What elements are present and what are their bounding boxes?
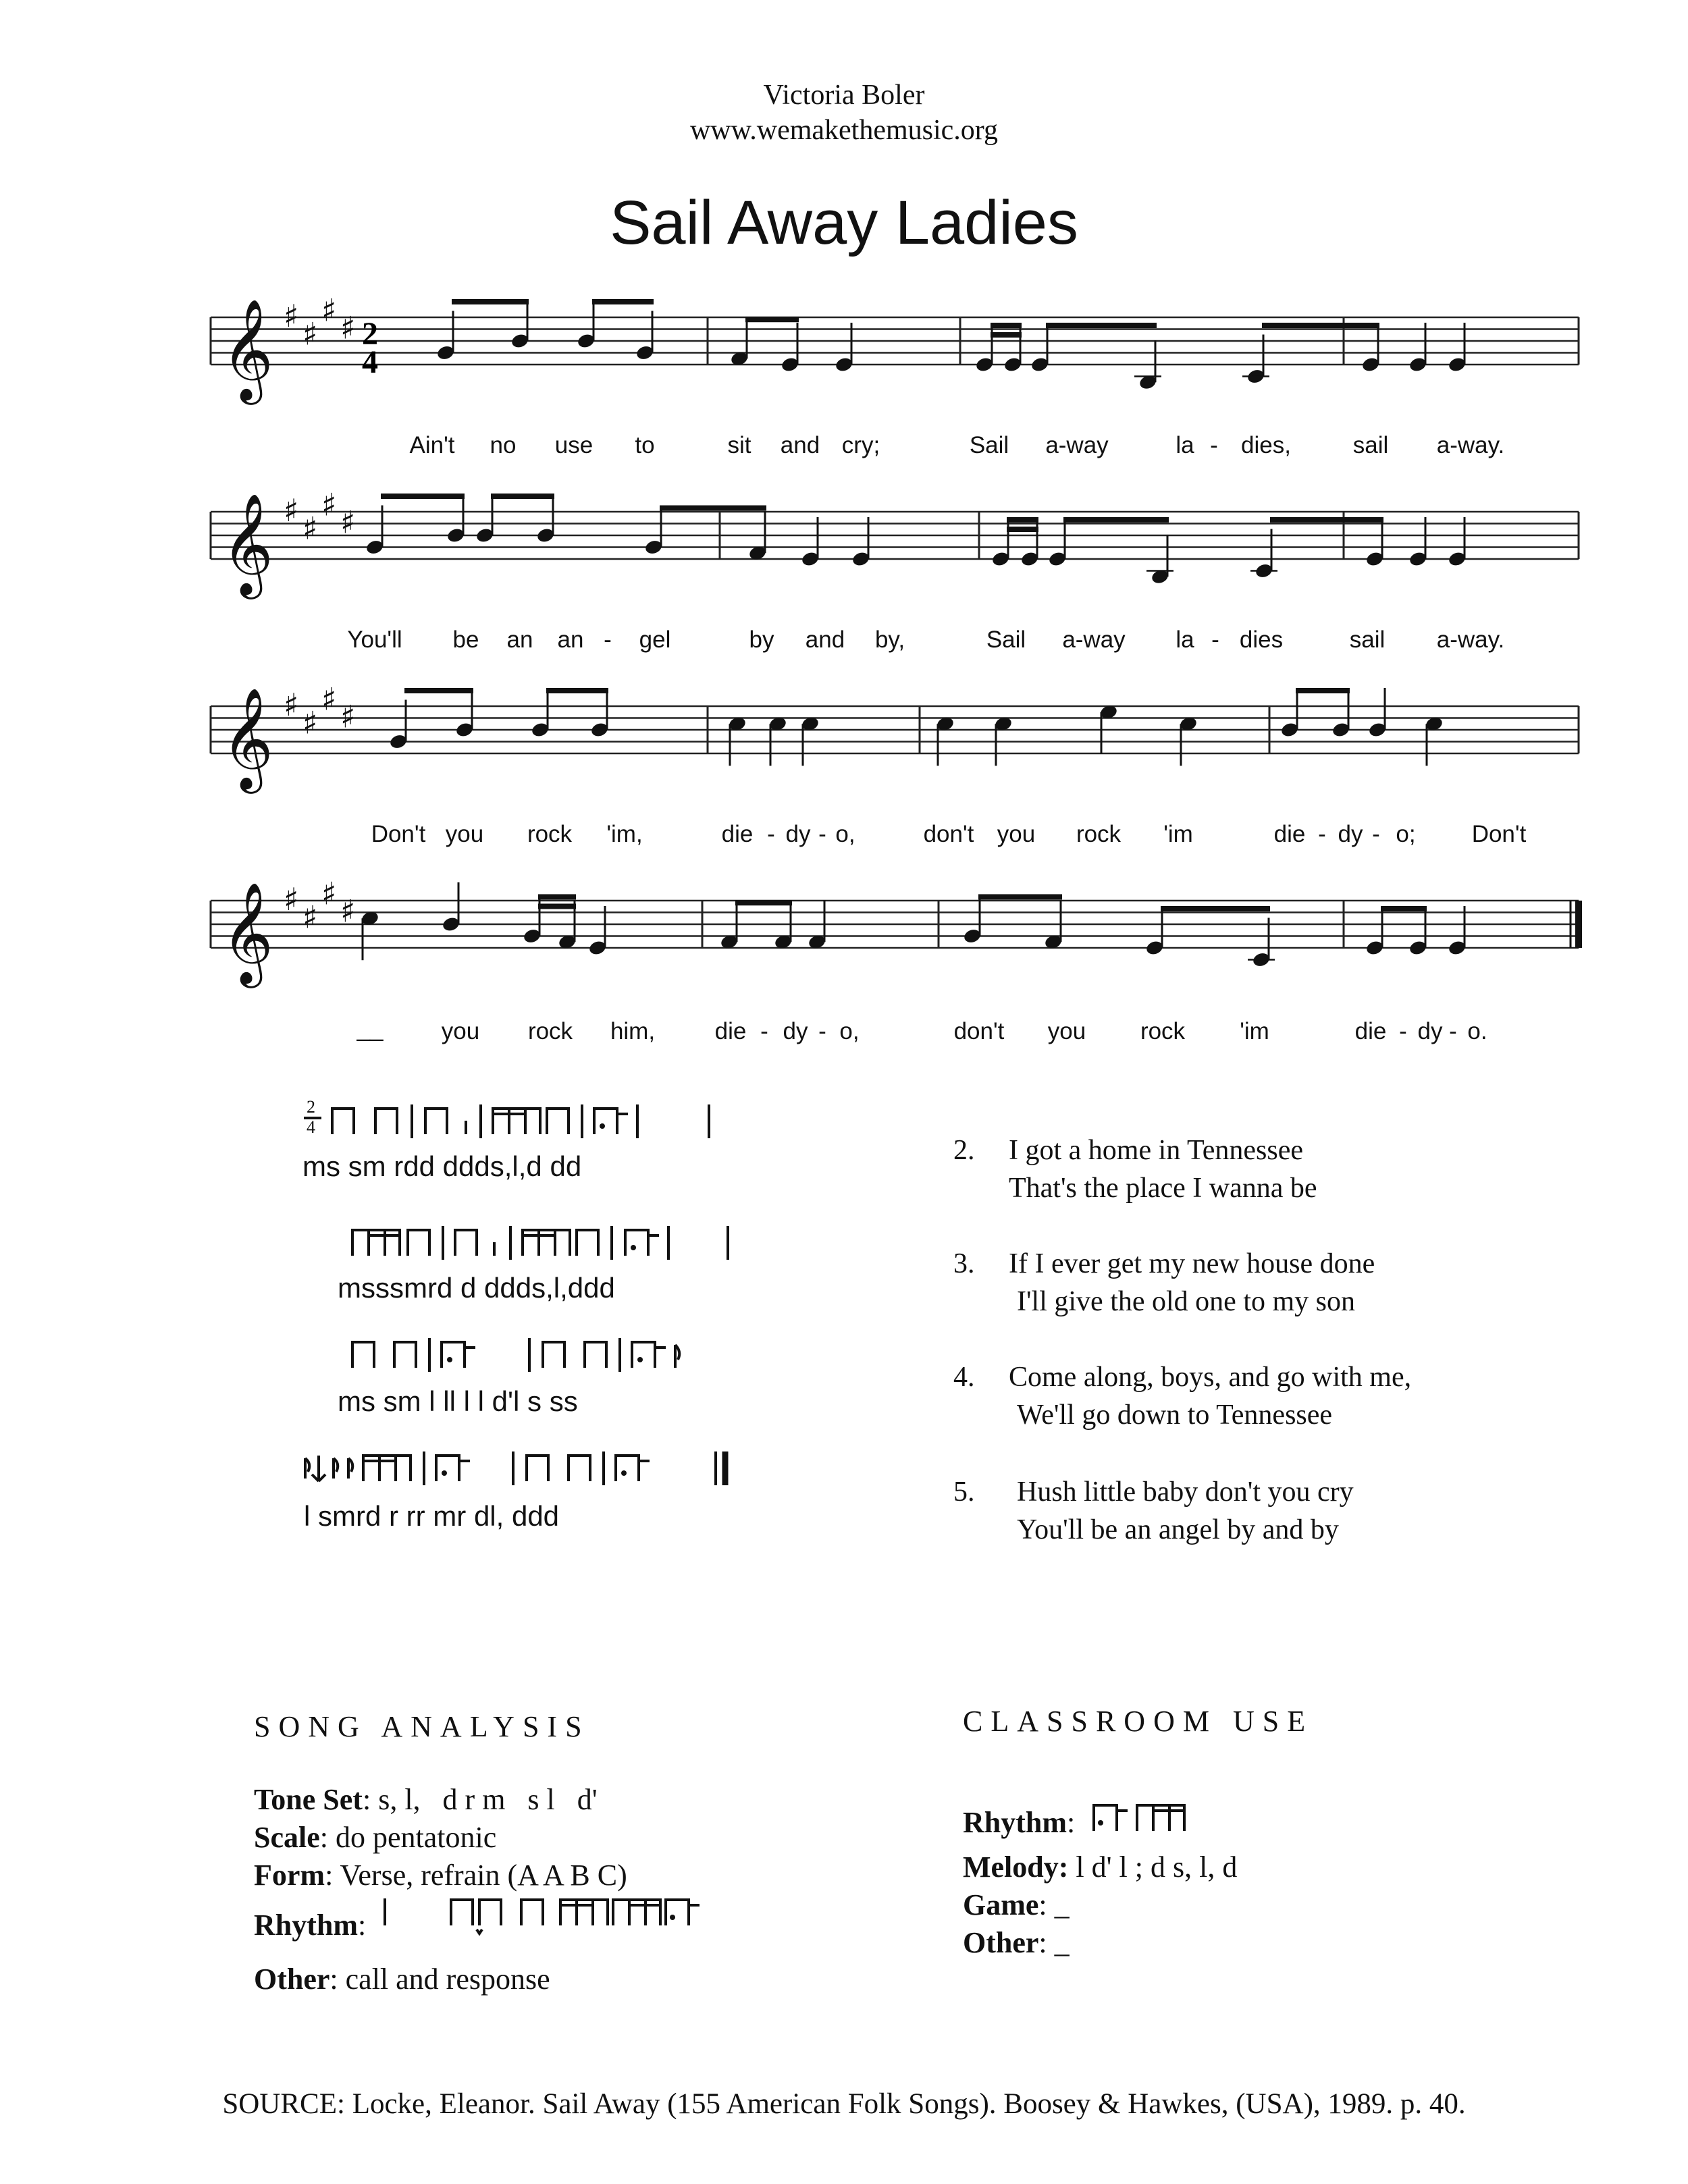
lyric-syllable: him, xyxy=(610,1018,656,1044)
note-beam xyxy=(1007,527,1038,532)
lyric-syllable: la xyxy=(1176,432,1194,458)
lyric-syllable: use xyxy=(554,432,594,458)
lyric-syllable: a-way. xyxy=(1436,432,1505,458)
verse-line: Come along, boys, and go with me, xyxy=(1009,1362,1412,1393)
lyric-syllable: dy xyxy=(785,821,811,847)
note-beam xyxy=(538,904,576,909)
lyric-syllable: o, xyxy=(835,821,855,847)
lyric-syllable: by xyxy=(749,627,774,653)
lyric-syllable: - xyxy=(818,821,826,847)
verse-line: That's the place I wanna be xyxy=(1009,1173,1317,1204)
lyric-syllable: 'im, xyxy=(606,821,643,847)
solfege-line-3: ms sm l ll l l d'l s ss xyxy=(338,1385,578,1417)
sharp-icon: ♯ xyxy=(284,881,299,917)
verse-line: I'll give the old one to my son xyxy=(1017,1286,1356,1317)
rhythm-dot xyxy=(631,1245,636,1250)
rhythm-dot xyxy=(442,1470,447,1476)
sharp-icon: ♯ xyxy=(284,687,299,723)
lyric-syllable: be xyxy=(452,627,479,653)
lyric-syllable: You'll xyxy=(347,627,402,653)
lyric-syllable: dy xyxy=(1338,821,1363,847)
lyric-syllable: Sail xyxy=(986,627,1026,653)
lyric-syllable: o, xyxy=(839,1018,860,1044)
classroom-rhythm-colon: : xyxy=(1067,1806,1076,1839)
music-score xyxy=(0,0,1688,1080)
classroom-game-label: Game xyxy=(963,1888,1039,1921)
tone-set-value: : s, l, d r m s l d' xyxy=(362,1783,598,1816)
lyric-syllable: 'im xyxy=(1163,821,1193,847)
lyric-syllable: an xyxy=(506,627,533,653)
classroom-melody xyxy=(963,1850,1237,1884)
solfege-line-2: msssmrd d ddds,l,ddd xyxy=(338,1272,615,1304)
verse-line: You'll be an angel by and by xyxy=(1017,1514,1339,1545)
time-signature-top: 2 xyxy=(362,316,378,352)
solfege-line-1: ms sm rdd ddds,l,d dd xyxy=(302,1150,582,1182)
lyric-syllable: a-way xyxy=(1062,627,1126,653)
treble-clef-icon: 𝄞 xyxy=(221,881,273,984)
lyric-syllable: la xyxy=(1176,627,1194,653)
lyric-syllable: don't xyxy=(953,1018,1005,1044)
note-beam xyxy=(1262,323,1379,328)
lyric-syllable: - xyxy=(604,627,612,653)
note-beam xyxy=(735,900,792,905)
lyric-syllable: don't xyxy=(923,821,974,847)
analysis-other xyxy=(254,1962,550,1996)
note-beam xyxy=(978,895,1062,900)
source-citation: SOURCE: Locke, Eleanor. Sail Away (155 American Folk Songs). Boosey & Hawkes, (USA), 1989. p. 40. xyxy=(222,2088,1466,2120)
sharp-icon: ♯ xyxy=(302,899,318,936)
analysis-rhythm-label: Rhythm xyxy=(254,1909,359,1942)
sharp-icon: ♯ xyxy=(321,681,337,718)
note-beam xyxy=(1161,906,1270,911)
lyric-syllable: rock xyxy=(1140,1018,1186,1044)
lyric-syllable: rock xyxy=(527,1018,573,1044)
note-beam xyxy=(991,332,1022,338)
lyric-syllable: die xyxy=(1354,1018,1387,1044)
treble-clef-icon: 𝄞 xyxy=(221,687,273,789)
classroom-game-value: : _ xyxy=(1038,1888,1070,1921)
lyric-syllable: dy xyxy=(1417,1018,1443,1044)
lyric-syllable: - xyxy=(1210,432,1218,458)
verse-number: 2. xyxy=(953,1135,975,1166)
analysis-rhythm xyxy=(254,1908,366,1942)
lyric-syllable: 'im xyxy=(1240,1018,1269,1044)
form-label: Form xyxy=(254,1859,325,1892)
lyric-syllable: sit xyxy=(727,432,751,458)
lyric-syllable: - xyxy=(1449,1018,1457,1044)
lyric-syllable: gel xyxy=(639,627,671,653)
treble-clef-icon: 𝄞 xyxy=(221,298,273,400)
lyric-syllable: - xyxy=(1211,627,1219,653)
lyric-syllable: sail xyxy=(1352,432,1389,458)
lyric-syllable: cry; xyxy=(841,432,880,458)
sharp-icon: ♯ xyxy=(302,315,318,352)
rhythm-ts-2: 2 xyxy=(307,1097,315,1117)
lyric-syllable: and xyxy=(805,627,845,653)
lyric-syllable: a-way xyxy=(1045,432,1109,458)
lyric-syllable: Don't xyxy=(371,821,426,847)
note-beam xyxy=(1381,906,1427,911)
classroom-melody-value: l d' l ; d s, l, d xyxy=(1068,1850,1238,1884)
verse-number: 4. xyxy=(953,1362,975,1393)
verse-number: 5. xyxy=(953,1476,975,1508)
rhythm-dot xyxy=(621,1470,627,1476)
sharp-icon: ♯ xyxy=(321,292,337,329)
lyric-syllable: rock xyxy=(527,821,573,847)
lyric-syllable: you xyxy=(441,1018,480,1044)
verse-line: Hush little baby don't you cry xyxy=(1017,1476,1354,1508)
scale xyxy=(254,1820,496,1855)
verse-line: I got a home in Tennessee xyxy=(1009,1135,1303,1166)
lyric-syllable: you xyxy=(445,821,484,847)
author-name: Victoria Boler xyxy=(763,80,925,111)
lyric-syllable: no xyxy=(490,432,517,458)
rhythm-dot xyxy=(447,1357,452,1362)
note-beam xyxy=(491,494,554,499)
verse-line: If I ever get my new house done xyxy=(1009,1248,1375,1279)
note-beam xyxy=(745,317,799,322)
sharp-icon: ♯ xyxy=(340,309,356,346)
classroom-other-value: : _ xyxy=(1038,1926,1070,1959)
scale-label: Scale xyxy=(254,1821,320,1854)
song-title: Sail Away Ladies xyxy=(610,188,1078,257)
lyric-syllable: - xyxy=(1399,1018,1407,1044)
form xyxy=(254,1858,627,1892)
solfege-line-4: l smrd r rr mr dl, ddd xyxy=(304,1500,560,1532)
sharp-icon: ♯ xyxy=(321,875,337,912)
analysis-rhythm-icons xyxy=(378,1890,756,1944)
note-beam xyxy=(660,506,766,511)
analysis-rhythm-colon: : xyxy=(358,1909,367,1942)
rhythm-dot xyxy=(1098,1820,1103,1826)
note-beam xyxy=(1007,517,1038,523)
classroom-rhythm-label: Rhythm xyxy=(963,1806,1067,1839)
lyric-syllable: - xyxy=(818,1018,826,1044)
lyric-syllable: rock xyxy=(1076,821,1122,847)
lyric-syllable: you xyxy=(997,821,1036,847)
sharp-icon: ♯ xyxy=(302,704,318,741)
sharp-icon: ♯ xyxy=(302,510,318,547)
note-beam xyxy=(404,688,473,693)
rhythm-ts-4: 4 xyxy=(307,1117,315,1137)
sharp-icon: ♯ xyxy=(321,486,337,523)
lyric-syllable: a-way. xyxy=(1436,627,1505,653)
lyric-syllable: - xyxy=(1372,821,1380,847)
lyric-syllable: sail xyxy=(1349,627,1386,653)
verse-number: 3. xyxy=(953,1248,975,1279)
classroom-other-label: Other xyxy=(963,1926,1039,1959)
tone-set-label: Tone Set xyxy=(254,1783,363,1816)
lyric-syllable: an xyxy=(557,627,584,653)
classroom-rhythm-icons xyxy=(1087,1796,1222,1843)
rhythm-dot xyxy=(670,1915,675,1920)
rhythm-dot xyxy=(600,1123,605,1129)
treble-clef-icon: 𝄞 xyxy=(221,492,273,595)
verse-line: We'll go down to Tennessee xyxy=(1017,1400,1333,1431)
classroom-melody-label: Melody: xyxy=(963,1850,1069,1884)
lyric-syllable: to xyxy=(635,432,655,458)
note-beam xyxy=(991,323,1022,328)
note-beam xyxy=(1296,688,1350,693)
tone-set xyxy=(254,1782,598,1817)
note-beam xyxy=(1046,323,1157,328)
lyric-syllable: - xyxy=(760,1018,768,1044)
lyric-syllable: o; xyxy=(1396,821,1416,847)
classroom-rhythm xyxy=(963,1805,1075,1840)
form-value: : Verse, refrain (A A B C) xyxy=(325,1859,627,1892)
scale-value: : do pentatonic xyxy=(319,1821,497,1854)
lyric-syllable: die xyxy=(1273,821,1306,847)
lyric-syllable: dies, xyxy=(1241,432,1291,458)
lyric-syllable: you xyxy=(1047,1018,1086,1044)
rhythm-dot xyxy=(637,1357,643,1362)
note-beam xyxy=(452,299,529,304)
lyric-syllable: __ xyxy=(357,1015,384,1042)
note-beam xyxy=(381,494,465,499)
note-beam xyxy=(1063,517,1169,523)
sharp-icon: ♯ xyxy=(284,298,299,334)
sharp-icon: ♯ xyxy=(284,492,299,529)
lyric-syllable: Don't xyxy=(1471,821,1527,847)
lyric-syllable: Sail xyxy=(969,432,1009,458)
lyric-syllable: dy xyxy=(783,1018,808,1044)
lyric-syllable: and xyxy=(780,432,820,458)
classroom-use-heading: CLASSROOM USE xyxy=(963,1705,1314,1738)
sharp-icon: ♯ xyxy=(340,893,356,930)
analysis-other-value: : call and response xyxy=(329,1963,550,1996)
lyric-syllable: die xyxy=(721,821,754,847)
lyric-syllable: Ain't xyxy=(409,432,455,458)
author-website: www.wemakethemusic.org xyxy=(689,115,999,146)
lyric-syllable: - xyxy=(767,821,775,847)
lyric-syllable: o. xyxy=(1467,1018,1487,1044)
note-beam xyxy=(546,688,608,693)
time-signature-bottom: 4 xyxy=(362,344,378,380)
classroom-other xyxy=(963,1925,1070,1960)
sharp-icon: ♯ xyxy=(340,698,356,735)
note-beam xyxy=(1270,517,1383,523)
lyric-syllable: - xyxy=(1318,821,1326,847)
note-beam xyxy=(592,299,654,304)
analysis-other-label: Other xyxy=(254,1963,330,1996)
note-beam xyxy=(538,895,576,900)
lyric-syllable: die xyxy=(714,1018,747,1044)
song-analysis-heading: SONG ANALYSIS xyxy=(254,1710,590,1743)
classroom-game xyxy=(963,1888,1070,1922)
lyric-syllable: by, xyxy=(874,627,905,653)
lyric-syllable: dies xyxy=(1239,627,1284,653)
sharp-icon: ♯ xyxy=(340,504,356,541)
